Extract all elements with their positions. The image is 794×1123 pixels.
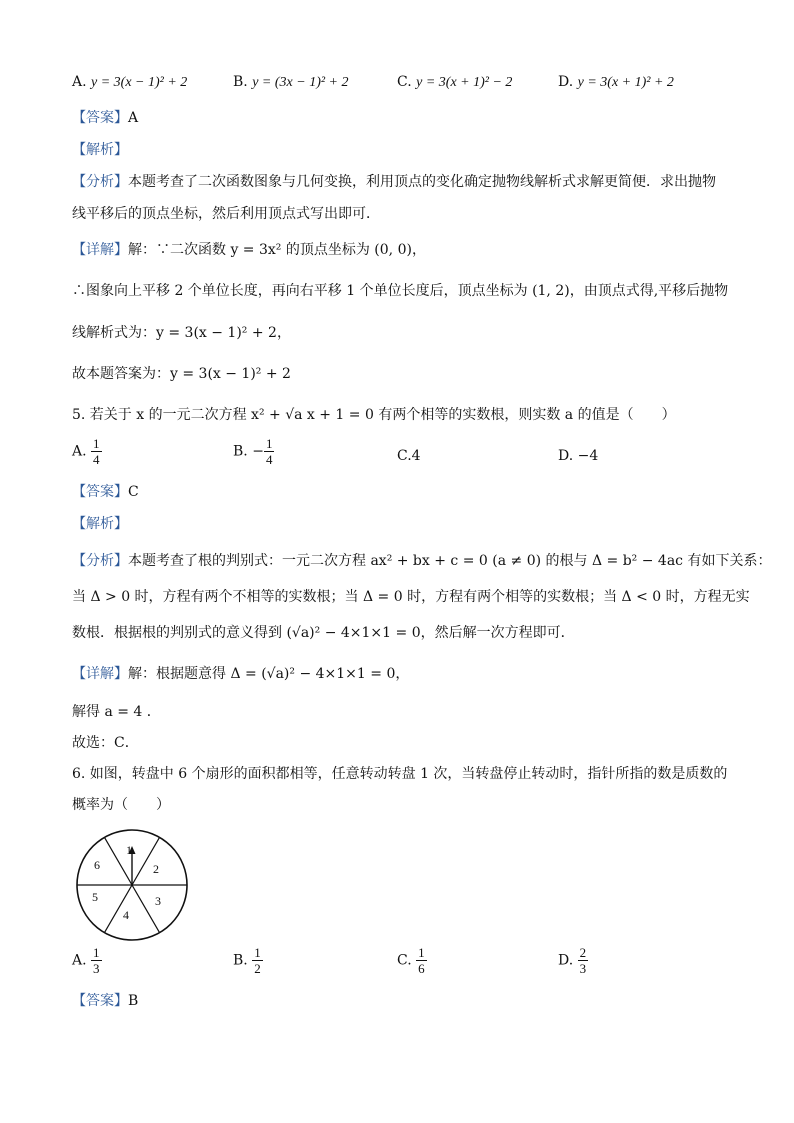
xiangjie-tag: 【详解】 xyxy=(72,242,128,258)
option-label: D. xyxy=(558,74,574,90)
q5-option-d xyxy=(558,446,598,466)
xiangjie-tag: 【详解】 xyxy=(72,666,128,682)
q5-analysis-heading xyxy=(72,514,128,534)
minus-sign: − xyxy=(252,443,264,460)
denominator: 3 xyxy=(93,961,100,976)
option-label: A. xyxy=(72,952,87,969)
option-expression: y = 3(x + 1)² + 2 xyxy=(577,75,674,90)
q5-fenxi-line-1 xyxy=(72,551,771,571)
q4-xiangjie-line-4: 故本题答案为：y = 3(x − 1)² + 2 xyxy=(72,366,291,382)
option-label: C. xyxy=(397,74,412,90)
fraction xyxy=(91,436,102,467)
q5-xiangjie-line-1 xyxy=(72,664,409,684)
sector-label-1: 1 xyxy=(126,843,132,857)
sector-label-3: 3 xyxy=(155,894,161,908)
q4-xiangjie-line-3: 线解析式为：y = 3(x − 1)² + 2， xyxy=(72,325,291,341)
q5-xiangjie-line-3: 故选：C． xyxy=(72,735,139,751)
option-label: A. xyxy=(72,443,87,460)
q4-xiangjie-line-1 xyxy=(72,240,426,260)
denominator: 6 xyxy=(418,961,425,976)
q6-option-c xyxy=(397,945,427,976)
answer-tag: 【答案】 xyxy=(72,110,128,126)
answer-value: A xyxy=(128,110,139,126)
q4-option-d xyxy=(558,72,674,93)
fenxi-text: 本题考查了二次函数图象与几何变换，利用顶点的变化确定抛物线解析式求解更简便．求出抛物 xyxy=(128,174,716,190)
q5-answer xyxy=(72,482,139,502)
q4-fenxi-line-2: 线平移后的顶点坐标，然后利用顶点式写出即可． xyxy=(72,206,380,222)
numerator: 1 xyxy=(93,945,100,960)
q5-stem: 5. 若关于 x 的一元二次方程 x² + √a x + 1 = 0 有两个相等的实数根，则实数 a 的值是（ ） xyxy=(72,407,676,423)
numerator: 1 xyxy=(93,436,100,451)
fraction xyxy=(91,945,102,976)
denominator: 3 xyxy=(579,961,587,976)
q5-option-b xyxy=(233,436,274,467)
fenxi-tag: 【分析】 xyxy=(72,553,128,569)
q6-option-d xyxy=(558,945,588,976)
q4-answer xyxy=(72,108,138,128)
q6-answer xyxy=(72,991,138,1011)
q5-fenxi-line-2: 当 Δ > 0 时，方程有两个不相等的实数根；当 Δ = 0 时，方程有两个相等的实数根；当 Δ < 0 时，方程无实 xyxy=(72,589,750,605)
option-label: D. xyxy=(558,448,574,464)
q6-stem-line-2: 概率为（ ） xyxy=(72,797,170,813)
option-value: 4 xyxy=(411,448,421,464)
denominator: 2 xyxy=(254,961,261,976)
xiangjie-text: 解：根据题意得 Δ = (√a)² − 4×1×1 = 0， xyxy=(128,666,410,682)
q4-option-b xyxy=(233,72,349,93)
q4-fenxi-line-1 xyxy=(72,172,716,192)
option-label: D. xyxy=(558,952,574,969)
numerator: 2 xyxy=(579,945,587,960)
sector-label-6: 6 xyxy=(94,858,100,872)
q4-option-c xyxy=(397,72,512,93)
option-value: −4 xyxy=(577,448,599,464)
option-label: C. xyxy=(397,448,412,464)
spinner-figure xyxy=(74,827,190,943)
analysis-tag: 【解析】 xyxy=(72,516,128,532)
fraction xyxy=(264,436,275,467)
q5-fenxi-line-3: 数根．根据根的判别式的意义得到 (√a)² − 4×1×1 = 0，然后解一次方程即可． xyxy=(72,625,575,641)
q4-analysis-heading xyxy=(72,140,128,160)
q4-option-a xyxy=(72,72,187,93)
option-label: A. xyxy=(72,74,87,90)
q5-option-c xyxy=(397,446,421,466)
fenxi-tag: 【分析】 xyxy=(72,174,128,190)
answer-tag: 【答案】 xyxy=(72,993,128,1009)
q4-xiangjie-line-2: ∴图象向上平移 2 个单位长度，再向右平移 1 个单位长度后，顶点坐标为 (1, 2)，由顶点式得,平移后抛物 xyxy=(72,283,729,299)
numerator: 1 xyxy=(265,436,273,451)
q6-option-a xyxy=(72,945,102,976)
q5-option-a xyxy=(72,436,102,467)
fenxi-text: 本题考查了根的判别式：一元二次方程 ax² + bx + c = 0 (a ≠ 0) 的根与 Δ = b² − 4ac 有如下关系： xyxy=(128,553,772,569)
numerator: 1 xyxy=(418,945,425,960)
option-expression: y = (3x − 1)² + 2 xyxy=(252,75,349,90)
option-label: B. xyxy=(233,443,248,460)
fraction xyxy=(578,945,589,976)
denominator: 4 xyxy=(265,452,273,467)
analysis-tag: 【解析】 xyxy=(72,142,128,158)
xiangjie-text: 解：∵二次函数 y = 3x² 的顶点坐标为 (0, 0)， xyxy=(128,242,426,258)
option-label: C. xyxy=(397,952,412,969)
numerator: 1 xyxy=(254,945,261,960)
sector-label-2: 2 xyxy=(153,862,159,876)
option-label: B. xyxy=(233,952,248,969)
q6-stem-line-1: 6. 如图，转盘中 6 个扇形的面积都相等，任意转动转盘 1 次，当转盘停止转动时，指针所指的数是质数的 xyxy=(72,766,728,782)
answer-value: C xyxy=(128,484,139,500)
answer-value: B xyxy=(128,993,139,1009)
option-expression: y = 3(x − 1)² + 2 xyxy=(91,75,188,90)
q6-option-b xyxy=(233,945,263,976)
q5-xiangjie-line-2: 解得 a = 4 ． xyxy=(72,704,161,720)
fraction xyxy=(252,945,263,976)
option-label: B. xyxy=(233,74,248,90)
denominator: 4 xyxy=(93,452,100,467)
answer-tag: 【答案】 xyxy=(72,484,128,500)
sector-label-4: 4 xyxy=(123,908,129,922)
option-expression: y = 3(x + 1)² − 2 xyxy=(416,75,513,90)
sector-label-5: 5 xyxy=(92,890,98,904)
fraction xyxy=(416,945,427,976)
